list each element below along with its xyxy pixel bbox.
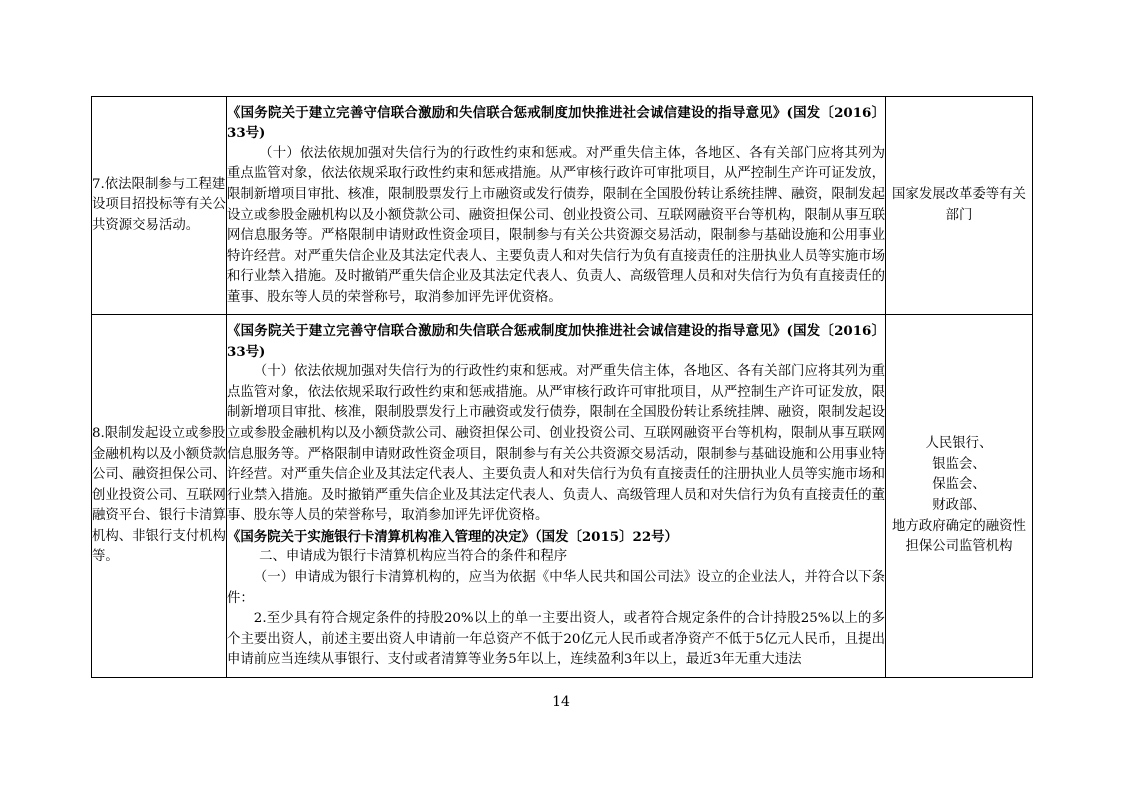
department-name: 保监会、 bbox=[932, 477, 986, 493]
document-title: 《国务院关于建立完善守信联合激励和失信联合惩戒制度加快推进社会诚信建设的指导意见》(国发〔2016〕33号) bbox=[227, 104, 885, 142]
department-name: 地方政府确定的融资性担保公司监管机构 bbox=[892, 518, 1026, 555]
table-row bbox=[92, 315, 1033, 678]
department-name: 财政部、 bbox=[932, 498, 986, 513]
document-title: 《国务院关于实施银行卡清算机构准入管理的决定》（国发〔2015〕22号） bbox=[227, 528, 678, 545]
document-title: 《国务院关于建立完善守信联合激励和失信联合惩戒制度加快推进社会诚信建设的指导意见》(国发〔2016〕33号) bbox=[227, 322, 885, 360]
clause-paragraph: （十）依法依规加强对失信行为的行政性约束和惩戒。对严重失信主体，各地区、各有关部门应将其列为重点监管对象，依法依规采取行政性约束和惩戒措施。从严审核行政许可审批项目，从严控制生产许可证发放，限制新增项目审批、核准，限制股票发行上市融资或发行债券，限制在全国股份转让系统挂牌、融资，限制发起设立或参股金融机构以及小额贷款公司、融资担保公司、创业投资公司、互联网融资平台等机构，限制从事互联网信息服务等。严格限制申请财政性资金项目，限制参与有关公共资源交易活动，限制参与基础设施和公用事业特许经营。对严重失信企业及其法定代表人、主要负责人和对失信行为负有直接责任的注册执业人员等实施市场和行业禁入措施。及时撤销严重失信企业及其法定代表人、负责人、高级管理人员和对失信行为负有直接责任的董事、股东等人员的荣誉称号，取消参加评先评优资格。 bbox=[227, 364, 885, 524]
clause-paragraph: 2.至少具有符合规定条件的持股20%以上的单一主要出资人，或者符合规定条件的合计持股25%以上的多个主要出资人，前述主要出资人申请前一年总资产不低于20亿元人民币或者净资产不低于5亿元人民币，且提出申请前应当连续从事银行、支付或者清算等业务5年以上，连续盈利3年以上，最近3年无重大违法 bbox=[227, 611, 885, 668]
basis-cell bbox=[227, 97, 886, 315]
measures-table bbox=[91, 96, 1033, 678]
department-cell bbox=[886, 97, 1033, 315]
department-name: 银监会、 bbox=[932, 456, 986, 472]
department-name: 人民银行、 bbox=[925, 436, 993, 452]
measure-cell: 8.限制发起设立或参股金融机构以及小额贷款公司、融资担保公司、创业投资公司、互联网融资平台、银行卡清算机构、非银行支付机构等。 bbox=[92, 315, 227, 678]
page-number: 14 bbox=[552, 694, 570, 710]
measure-cell: 7.依法限制参与工程建设项目招投标等有关公共资源交易活动。 bbox=[92, 97, 227, 315]
basis-cell bbox=[227, 315, 886, 678]
clause-paragraph: （一）申请成为银行卡清算机构的，应当为依据《中华人民共和国公司法》设立的企业法人，并符合以下条件： bbox=[227, 570, 885, 606]
clause-paragraph: （十）依法依规加强对失信行为的行政性约束和惩戒。对严重失信主体，各地区、各有关部门应将其列为重点监管对象，依法依规采取行政性约束和惩戒措施。从严审核行政许可审批项目，从严控制生产许可证发放，限制新增项目审批、核准，限制股票发行上市融资或发行债券，限制在全国股份转让系统挂牌、融资，限制发起设立或参股金融机构以及小额贷款公司、融资担保公司、创业投资公司、互联网融资平台等机构，限制从事互联网信息服务等。严格限制申请财政性资金项目，限制参与有关公共资源交易活动，限制参与基础设施和公用事业特许经营。对严重失信企业及其法定代表人、主要负责人和对失信行为负有直接责任的注册执业人员等实施市场和行业禁入措施。及时撤销严重失信企业及其法定代表人、负责人、高级管理人员和对失信行为负有直接责任的董事、股东等人员的荣誉称号，取消参加评先评优资格。 bbox=[227, 145, 885, 305]
table-row bbox=[92, 97, 1033, 315]
department-name: 国家发展改革委等有关部门 bbox=[892, 186, 1026, 223]
department-cell bbox=[886, 315, 1033, 678]
clause-paragraph: 二、申请成为银行卡清算机构应当符合的条件和程序 bbox=[259, 549, 568, 565]
